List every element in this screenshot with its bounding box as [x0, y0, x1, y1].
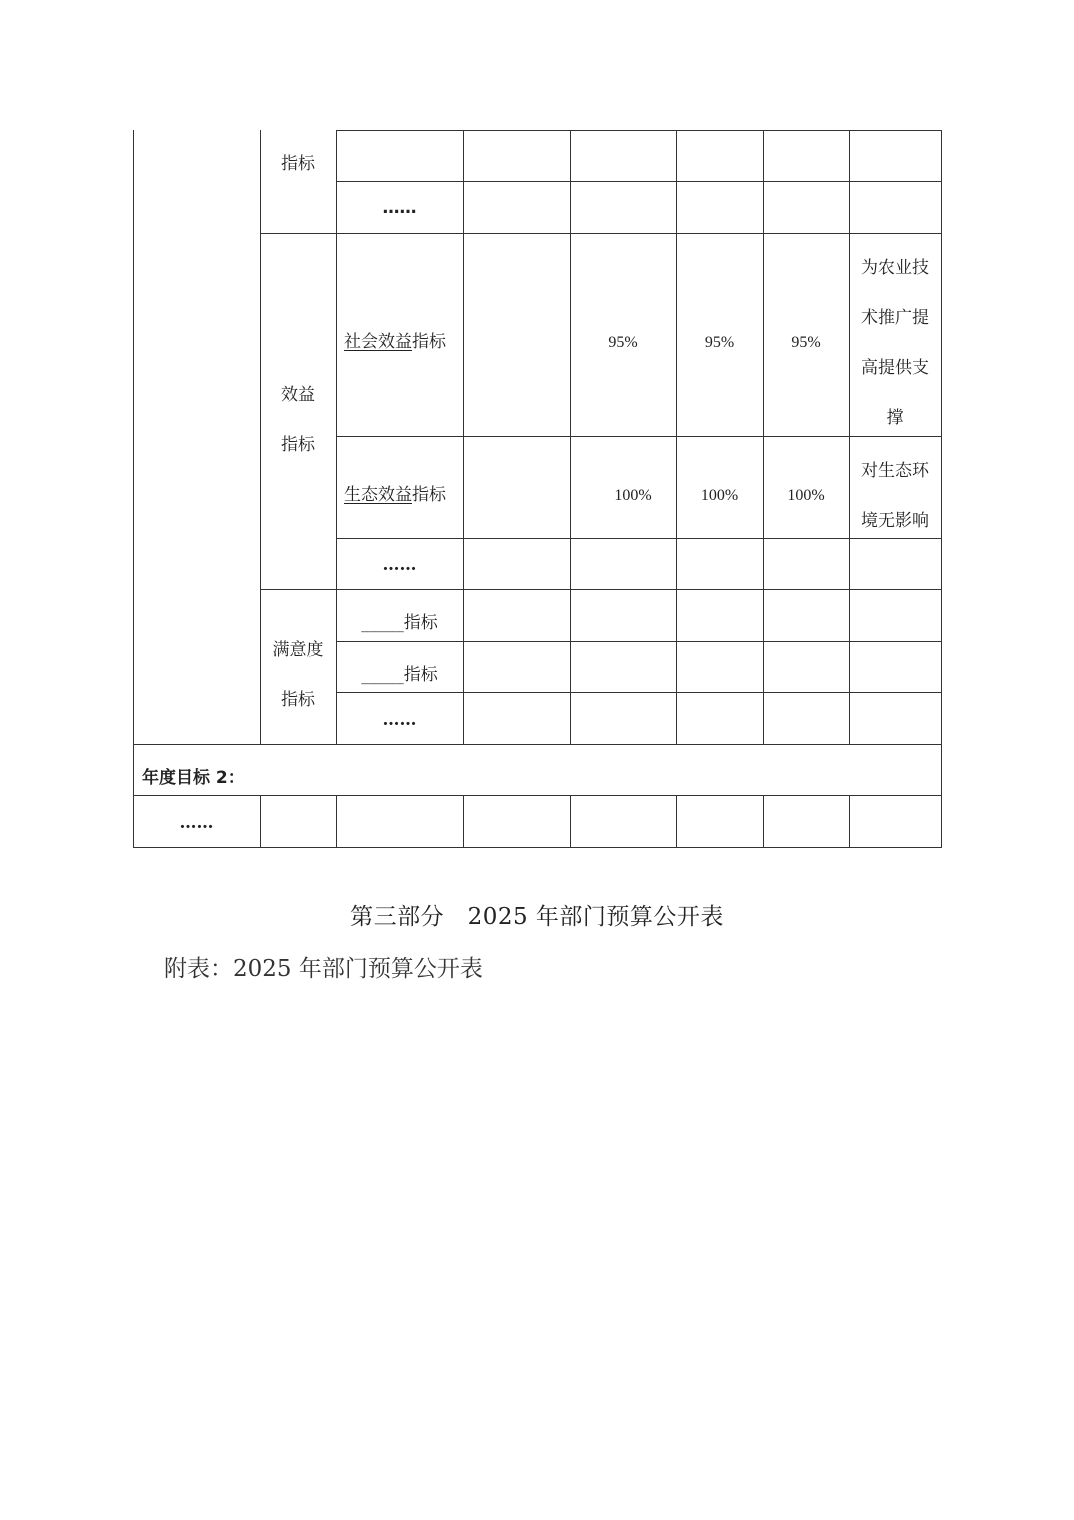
eco-benefit-indicator: [344, 487, 446, 504]
ellipsis-row-1: ……: [382, 198, 417, 218]
social-value-3: 95%: [791, 334, 821, 351]
satisfaction-group-label: [260, 625, 336, 725]
ellipsis-row-3: ……: [382, 710, 417, 730]
satisfaction-label-line-1: 满意度: [272, 640, 324, 660]
benefit-label-line-1: 效益: [281, 385, 315, 405]
grid-line: [336, 130, 337, 745]
grid-line: [336, 641, 942, 642]
eco-benefit-prefix: 生态效益: [344, 485, 412, 505]
social-note: [849, 243, 941, 443]
social-note-line: 为农业技: [861, 258, 929, 278]
blank-indicator-2: _____指标: [361, 665, 438, 685]
attachment-line: 附表：2025 年部门预算公开表: [164, 956, 483, 982]
grid-line: [763, 130, 764, 745]
grid-line: [336, 130, 942, 131]
section-heading: 第三部分 2025 年部门预算公开表: [350, 904, 724, 930]
grid-line: [463, 796, 464, 848]
annual-goal-2-label: 年度目标 2：: [142, 768, 245, 788]
benefit-group-label: [260, 370, 336, 470]
satisfaction-label-line-2: 指标: [281, 690, 315, 710]
grid-line: [570, 796, 571, 848]
grid-line: [763, 796, 764, 848]
grid-line: [133, 130, 134, 848]
eco-value-1: 100%: [614, 487, 652, 504]
grid-line: [676, 796, 677, 848]
grid-line: [570, 130, 571, 745]
grid-line: [260, 589, 942, 590]
top-group-label: 指标: [281, 154, 315, 174]
grid-line: [336, 181, 942, 182]
social-benefit-suffix: 指标: [412, 332, 446, 352]
grid-line: [260, 796, 261, 848]
grid-line: [849, 796, 850, 848]
grid-line: [336, 796, 337, 848]
grid-line: [133, 795, 942, 796]
eco-note: [849, 446, 941, 546]
eco-value-3: 100%: [787, 487, 825, 504]
eco-value-2: 100%: [700, 487, 739, 504]
social-benefit-indicator: [344, 334, 446, 351]
bottom-ellipsis: ……: [179, 813, 214, 833]
grid-line: [133, 744, 942, 745]
grid-line: [463, 130, 464, 745]
eco-note-line: 对生态环: [861, 461, 929, 481]
grid-line: [260, 233, 942, 234]
social-note-line: 术推广提: [861, 308, 929, 328]
social-value-2: 95%: [704, 334, 735, 351]
social-note-line: 高提供支: [861, 358, 929, 378]
social-benefit-prefix: 社会效益: [344, 332, 412, 352]
blank-indicator-1: _____指标: [361, 613, 438, 633]
grid-line: [133, 847, 942, 848]
social-value-1: 95%: [608, 334, 638, 351]
social-note-line: 撑: [886, 408, 904, 428]
ellipsis-row-2: ……: [382, 555, 417, 575]
grid-line: [941, 130, 942, 848]
benefit-label-line-2: 指标: [281, 435, 315, 455]
grid-line: [336, 692, 942, 693]
eco-benefit-suffix: 指标: [412, 485, 446, 505]
grid-line: [676, 130, 677, 745]
eco-note-line: 境无影响: [861, 511, 929, 531]
